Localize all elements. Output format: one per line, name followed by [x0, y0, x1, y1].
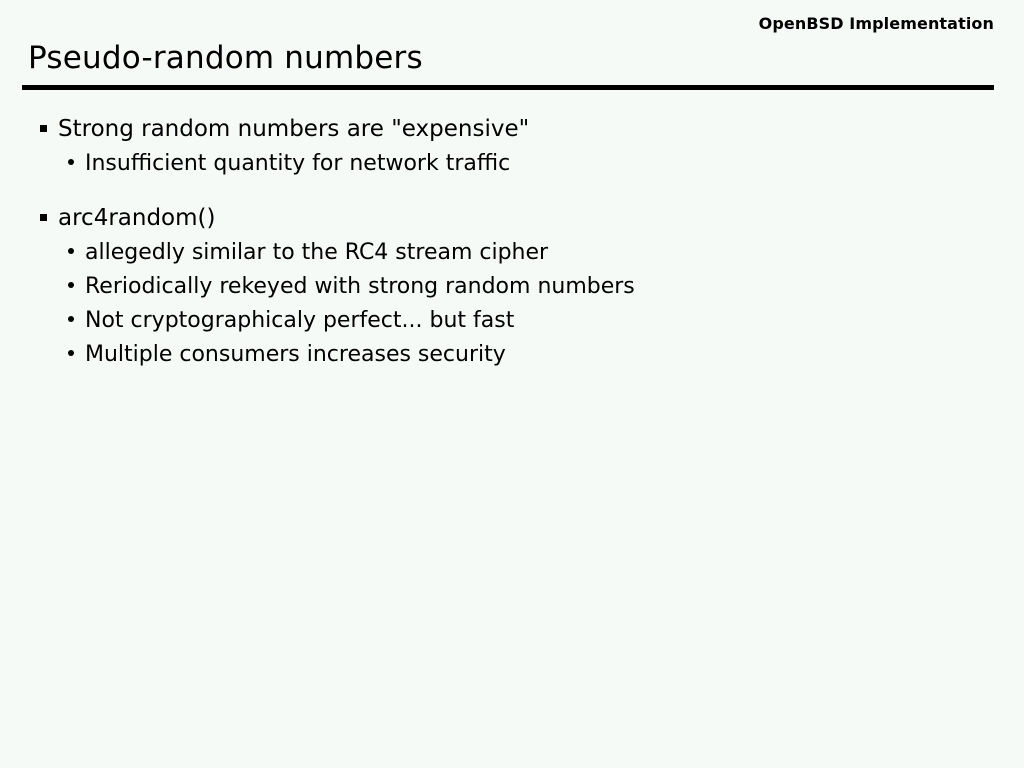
- dot-bullet-icon: [68, 316, 74, 322]
- list-item-label: Insufficient quantity for network traffic: [85, 151, 511, 176]
- slide-header-label: OpenBSD Implementation: [758, 14, 994, 33]
- list-item-label: allegedly similar to the RC4 stream cipher: [85, 240, 549, 265]
- list-item: [68, 276, 990, 298]
- square-bullet-icon: [40, 125, 47, 132]
- list-item-label: Reriodically rekeyed with strong random numbers: [85, 274, 635, 299]
- list-item: [68, 310, 990, 332]
- title-divider: [22, 85, 994, 90]
- list-item-label: Multiple consumers increases security: [85, 342, 506, 367]
- list-item: [40, 118, 990, 141]
- list-item-label: Strong random numbers are "expensive": [58, 116, 530, 142]
- list-item: [68, 242, 990, 264]
- list-item-label: arc4random(): [58, 205, 216, 231]
- list-item: [68, 344, 990, 366]
- list-item-label: Not cryptographicaly perfect... but fast: [85, 308, 515, 333]
- bullet-group: [40, 207, 990, 366]
- list-item: [40, 207, 990, 230]
- dot-bullet-icon: [68, 159, 74, 165]
- slide-content: [40, 118, 990, 366]
- bullet-group: [40, 118, 990, 175]
- dot-bullet-icon: [68, 248, 74, 254]
- dot-bullet-icon: [68, 350, 74, 356]
- list-item: [68, 153, 990, 175]
- page-title: Pseudo-random numbers: [28, 40, 423, 76]
- dot-bullet-icon: [68, 282, 74, 288]
- square-bullet-icon: [40, 214, 47, 221]
